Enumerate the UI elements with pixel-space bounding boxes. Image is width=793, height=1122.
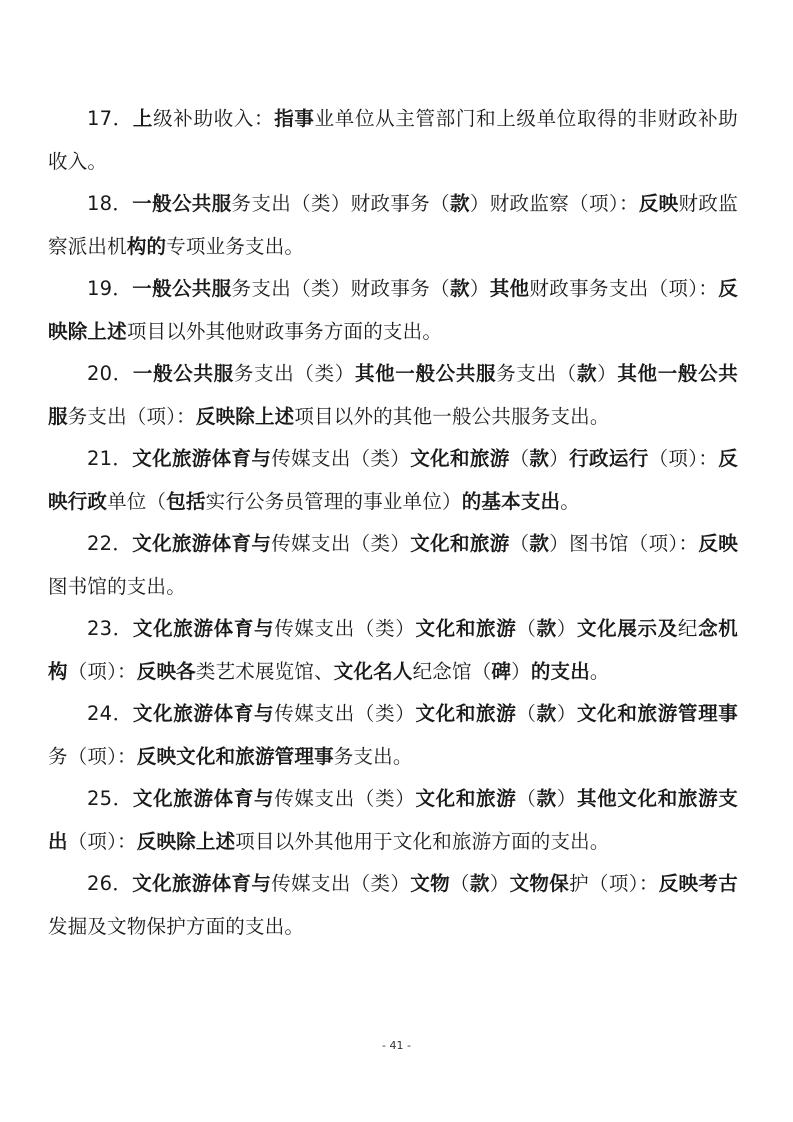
explanation-paragraph — [48, 98, 738, 183]
bold-text-segment: 的支出 — [530, 659, 590, 683]
bold-text-segment: 反映 — [698, 532, 738, 555]
text-segment: 务支出（ — [496, 362, 577, 385]
bold-text-segment: 反映行政 — [48, 447, 738, 513]
text-segment: 级补助收入： — [153, 107, 275, 130]
text-segment: （ — [509, 447, 530, 470]
bold-text-segment: 反映文化和旅游管理事 — [136, 744, 334, 768]
bold-text-segment: 文化旅游体育与 — [132, 872, 272, 895]
bold-text-segment: 文物保 — [509, 872, 570, 895]
explanation-paragraph — [48, 693, 738, 778]
text-segment: 传媒支出（类） — [271, 447, 411, 470]
bold-text-segment: 念机构 — [48, 617, 738, 683]
text-segment: ） — [511, 659, 531, 683]
text-segment: 19． — [87, 277, 133, 300]
text-segment: 25． — [87, 787, 133, 810]
bold-text-segment: 款 — [449, 192, 470, 215]
bold-text-segment: 款 — [529, 447, 550, 470]
text-segment: ） — [556, 617, 577, 640]
text-segment: 务支出（类） — [233, 362, 355, 385]
bold-text-segment: 文化旅游体育与 — [132, 532, 272, 555]
text-segment: 项目以外的其他一般公共服务支出。 — [294, 404, 610, 428]
text-segment: 传媒支出（类） — [271, 532, 411, 555]
bold-text-segment: 款 — [536, 702, 557, 725]
text-segment: ）财政监察（项）： — [469, 192, 639, 215]
text-segment: 专项业务支出。 — [166, 234, 305, 258]
text-segment: 24． — [87, 702, 133, 725]
text-segment: 。 — [560, 489, 580, 513]
bold-text-segment: 反映除上述 — [136, 829, 236, 853]
bold-text-segment: 文物 — [410, 872, 450, 895]
bold-text-segment: 包括 — [166, 489, 206, 513]
bold-text-segment: 一般公共服 — [132, 192, 232, 215]
text-segment: 务支出（项）： — [67, 404, 196, 428]
bold-text-segment: 碑 — [491, 659, 512, 683]
text-segment: 26． — [87, 872, 133, 895]
text-segment: 护（项）： — [569, 872, 659, 895]
bold-text-segment: 文化旅游体育与 — [132, 617, 275, 640]
explanation-paragraph — [48, 268, 738, 353]
text-segment: 17． — [87, 107, 133, 130]
text-segment: 23． — [87, 617, 133, 640]
explanation-paragraph — [48, 353, 738, 438]
text-segment: （ — [516, 787, 537, 810]
text-segment: 业单位从主管部门和上级单位取得的非财政补助收入。 — [48, 107, 738, 173]
text-segment: ） — [489, 872, 510, 895]
explanation-paragraph — [48, 438, 738, 523]
bold-text-segment: 指事 — [274, 107, 315, 130]
text-segment: 财政监察派出机 — [48, 192, 738, 258]
text-segment: 传媒支出（类） — [274, 702, 416, 725]
text-segment: ） — [549, 447, 570, 470]
text-segment: 单位（ — [107, 489, 167, 513]
text-segment: 。 — [589, 659, 610, 683]
bold-text-segment: 其他一般公共服 — [48, 362, 738, 428]
bold-text-segment: 的基本支出 — [461, 489, 561, 513]
bold-text-segment: 款 — [576, 362, 598, 385]
bold-text-segment: 文化旅游体育与 — [132, 787, 275, 810]
bold-text-segment: 文化旅游体育与 — [132, 447, 272, 470]
text-segment: 发掘及文物保护方面的支出。 — [48, 914, 305, 938]
text-segment: ） — [556, 702, 577, 725]
document-body — [48, 98, 738, 948]
text-segment: （ — [449, 872, 470, 895]
text-segment: ） — [597, 362, 618, 385]
bold-text-segment: 反映各 — [136, 659, 196, 683]
text-segment: ） — [556, 787, 577, 810]
text-segment: ）图书馆（项）： — [549, 532, 699, 555]
bold-text-segment: 款 — [469, 872, 490, 895]
text-segment: 传媒支出（类） — [271, 872, 411, 895]
bold-text-segment: 其他 — [489, 277, 530, 300]
bold-text-segment: 一般公共服 — [132, 362, 234, 385]
text-segment: 财政事务支出（项）： — [529, 277, 719, 300]
text-segment: （项）： — [67, 659, 137, 683]
text-segment: 务支出。 — [333, 744, 413, 768]
text-segment: 传媒支出（类） — [274, 617, 416, 640]
text-segment: 务支出（类）财政事务（ — [231, 277, 450, 300]
bold-text-segment: 文化展示及 — [576, 617, 678, 640]
text-segment: （ — [516, 702, 537, 725]
text-segment: （项）： — [67, 829, 137, 853]
bold-text-segment: 构的 — [126, 234, 167, 258]
text-segment: 项目以外其他财政事务方面的支出。 — [126, 319, 443, 343]
bold-text-segment: 款 — [449, 277, 470, 300]
bold-text-segment: 款 — [536, 617, 557, 640]
text-segment: 图书馆的支出。 — [48, 574, 186, 598]
bold-text-segment: 文化和旅游 — [415, 702, 517, 725]
text-segment: 务支出（类）财政事务（ — [231, 192, 450, 215]
text-segment: （项）： — [648, 447, 719, 470]
text-segment: （ — [509, 532, 530, 555]
page-number: - 41 - — [382, 1039, 411, 1052]
bold-text-segment: 上 — [132, 107, 154, 130]
text-segment: （ — [516, 617, 537, 640]
text-segment: 18． — [87, 192, 133, 215]
explanation-paragraph — [48, 183, 738, 268]
text-segment: 纪念馆（ — [412, 659, 492, 683]
explanation-paragraph — [48, 523, 738, 608]
bold-text-segment: 反映 — [638, 192, 679, 215]
bold-text-segment: 其他文化和旅游支出 — [48, 787, 738, 853]
bold-text-segment: 其他一般公共服 — [354, 362, 497, 385]
bold-text-segment: 文化和旅游管理事 — [576, 702, 738, 725]
bold-text-segment: 文化和旅游 — [410, 447, 510, 470]
bold-text-segment: 款 — [529, 532, 550, 555]
bold-text-segment: 款 — [536, 787, 557, 810]
text-segment: 类艺术展览馆、 — [195, 659, 334, 683]
text-segment: 项目以外其他用于文化和旅游方面的支出。 — [235, 829, 610, 853]
bold-text-segment: 一般公共服 — [132, 277, 232, 300]
text-segment: 21． — [87, 447, 133, 470]
bold-text-segment: 文化和旅游 — [415, 617, 517, 640]
text-segment: 22． — [87, 532, 133, 555]
bold-text-segment: 文化名人 — [333, 659, 413, 683]
explanation-paragraph — [48, 863, 738, 948]
text-segment: 务（项）： — [48, 744, 137, 768]
explanation-paragraph — [48, 608, 738, 693]
bold-text-segment: 反映除上述 — [48, 277, 738, 343]
text-segment: 传媒支出（类） — [274, 787, 416, 810]
bold-text-segment: 行政运行 — [569, 447, 649, 470]
text-segment: ） — [469, 277, 490, 300]
text-segment: 纪 — [677, 617, 699, 640]
text-segment: 实行公务员管理的事业单位） — [205, 489, 462, 513]
explanation-paragraph — [48, 778, 738, 863]
bold-text-segment: 文化和旅游 — [415, 787, 517, 810]
bold-text-segment: 文化和旅游 — [410, 532, 510, 555]
text-segment: 20． — [87, 362, 133, 385]
bold-text-segment: 反映除上述 — [195, 404, 295, 428]
bold-text-segment: 反映考古 — [658, 872, 738, 895]
bold-text-segment: 文化旅游体育与 — [132, 702, 275, 725]
